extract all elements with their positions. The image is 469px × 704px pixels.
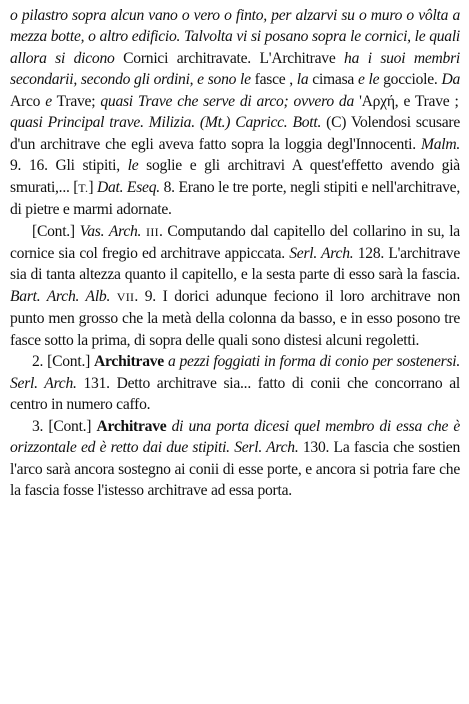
text-run: ha i suoi membri secondarii, secondo gli ordini, e sono le — [10, 49, 461, 89]
text-run: Architrave — [96, 417, 167, 435]
text-run: ] — [88, 178, 97, 196]
text-run: 9. 16. Gli stipiti, — [10, 157, 128, 175]
text-run: le — [127, 157, 139, 175]
text-run: III — [146, 224, 159, 239]
text-run: o pilastro sopra alcun vano o vero o finto, per alzarvi su o muro o vôlta a mezza botte, o altro edificio. Talvolta vi si posano sopra le cornici, le quali allora si dicono — [10, 7, 460, 67]
text-run: e — [45, 92, 52, 110]
text-run: quasi Principal trave. Milizia. (Mt.) Capricc. Bott. — [10, 114, 322, 132]
text-run: Arco — [10, 92, 46, 110]
text-run: a pezzi foggiati in forma di conio per sostenersi. Serl. Arch. — [10, 353, 460, 392]
text-run: [Cont.] — [32, 222, 80, 240]
text-run: Dat. Eseq. — [96, 178, 160, 196]
text-run: Architrave — [94, 353, 164, 371]
text-run: 8. Erano le tre porte, negli stipiti e nell'architrave, di pietre e marmi adornate. — [10, 178, 461, 219]
text-run: Serl. Arch. — [289, 244, 354, 262]
text-run: 128. L'architrave sia di tanta altezza quanto il capitello, e la sesta parte di esso sarà la fascia. — [10, 244, 460, 284]
entry-paragraph-sense-3 — [10, 416, 460, 502]
text-run: e le — [357, 71, 380, 89]
text-run: di una porta dicesi quel membro di essa che è orizzontale ed è retto dai due stipiti. Serl. Arch. — [10, 417, 460, 457]
entry-paragraph-sense-2 — [10, 351, 460, 415]
text-run: 'Αρχή, e Trave ; — [354, 92, 459, 110]
text-run: VII — [116, 289, 135, 304]
text-run: 2. [Cont.] — [32, 353, 95, 371]
text-run: Malm. — [420, 135, 460, 153]
entry-paragraph-main — [10, 5, 460, 221]
text-run: 3. [Cont.] — [32, 417, 97, 435]
entry-paragraph-cont — [10, 221, 460, 352]
text-run: 130. La fascia che sostien l'arco sarà ancora sostegno ai conii di esse porte, e ancora si potria fare che la fascia fosse l'istesso architrave ad essa porta. — [10, 439, 460, 499]
text-run: fasce , — [250, 71, 297, 89]
text-run: Trave; — [51, 92, 101, 110]
text-run: cimasa — [308, 71, 358, 89]
text-run: 131. Detto architrave sia... fatto di conii che concorrano al centro in numero caffo. — [10, 374, 460, 414]
text-run: . Computando dal capitello del collarino in su, la cornice sia col fregio ed architrave appiccata. — [10, 222, 460, 262]
text-run: Bart. Arch. Alb. — [10, 287, 111, 305]
text-run: Da — [441, 71, 461, 89]
text-run: quasi Trave che serve di arco; ovvero da — [100, 92, 355, 110]
text-run: la — [296, 71, 309, 89]
text-run: T. — [78, 180, 89, 195]
text-run: . 9. I dorici adunque feciono il loro architrave non punto men grosso che la metà della colonna da basso, e in esso posono tre fasce sotto la prima, di sopra delle quali sono distesi alcuni regoletti. — [10, 287, 460, 349]
text-run — [110, 288, 117, 305]
text-run: gocciole. — [379, 71, 442, 89]
text-run: Vas. Arch. — [79, 222, 142, 240]
text-run: (C) Volendosi scusare d'un architrave che egli aveva fatto sopra la loggia degl'Innocenti. — [10, 114, 460, 153]
text-run: Cornici architravate. L'Architrave — [114, 49, 345, 67]
text-run: soglie e gli architravi A quest'effetto avendo già smurati,... [ — [10, 157, 460, 196]
